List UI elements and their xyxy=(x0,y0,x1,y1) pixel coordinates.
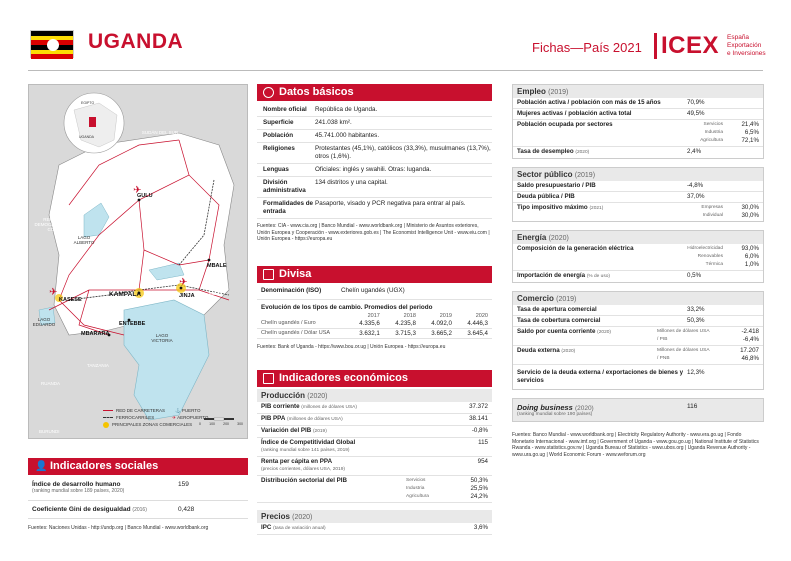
pib-ppa-label: PIB PPA xyxy=(261,415,286,422)
ocup-industria-label: Industria xyxy=(704,130,723,135)
indicadores-economicos-section xyxy=(257,370,492,503)
renovables-label: Renovables xyxy=(697,254,723,259)
saldo-pib-value: -6,4% xyxy=(742,336,759,343)
ipc-note: (tasa de variación anual) xyxy=(273,526,326,531)
comercio-row-servicio xyxy=(513,365,763,389)
empleo-section xyxy=(512,84,764,159)
dolar-2018: 3.715,3 xyxy=(395,330,416,337)
icex-sub-line-3: e Inversiones xyxy=(727,50,766,57)
idh-label: Índice de desarrollo humano xyxy=(32,481,121,488)
datos-basicos-title-bar xyxy=(257,84,492,101)
competitividad-value: 115 xyxy=(478,439,488,446)
empleo-row-ocupada xyxy=(513,120,763,147)
ocup-agricultura-value: 72,1% xyxy=(741,137,759,144)
division-value: 134 distritos y una capital. xyxy=(315,179,388,186)
servicio-deuda-value: 12,3% xyxy=(687,369,705,376)
energia-row-comp xyxy=(513,244,763,271)
datos-basicos-table xyxy=(257,101,492,219)
servicio-deuda-label: Servicio de la deuda externa / exportaciones de bienes y servicios xyxy=(517,369,684,384)
comercio-section xyxy=(512,291,764,390)
deuda-publica-value: 37,0% xyxy=(687,193,705,200)
datos-row-lenguas xyxy=(257,164,492,177)
map-label-mbarara: MBARARA xyxy=(81,331,110,337)
uganda-map xyxy=(28,84,248,439)
produccion-title: Producción xyxy=(261,391,306,400)
publico-row-deuda xyxy=(513,192,763,203)
distribucion-label: Distribución sectorial del PIB xyxy=(261,477,347,484)
renta-value: 954 xyxy=(477,458,488,465)
pib-agricultura-value: 24,2% xyxy=(470,493,488,500)
dolar-2017: 3.632,1 xyxy=(359,330,380,337)
distribucion-row xyxy=(257,476,492,503)
series-title: Fichas—País 2021 xyxy=(532,40,642,55)
map-label-uganda-inset: UGANDA xyxy=(79,135,94,139)
hidro-value: 93,0% xyxy=(741,245,759,252)
pib-ppa-row xyxy=(257,414,492,426)
empleo-row-mujeres xyxy=(513,109,763,120)
precios-subheader xyxy=(257,510,492,523)
map-label-sudan: SUDÁN DEL SUR xyxy=(141,130,179,135)
money-icon xyxy=(263,269,274,280)
deuda-publica-label: Deuda pública / PIB xyxy=(517,193,575,200)
denominacion-value: Chelín ugandés (UGX) xyxy=(341,287,405,294)
datos-row-superficie xyxy=(257,117,492,130)
mujeres-value: 49,5% xyxy=(687,110,705,117)
ocup-servicios-label: Servicios xyxy=(703,122,723,127)
religiones-label: Religiones xyxy=(263,145,295,152)
ocup-servicios-value: 21,4% xyxy=(741,121,759,128)
pib-industria-value: 25,5% xyxy=(470,485,488,492)
comercio-title: Comercio xyxy=(517,294,554,303)
datos-row-poblacion xyxy=(257,130,492,143)
precios-year: (2020) xyxy=(292,514,313,521)
pib-servicios-value: 50,3% xyxy=(470,477,488,484)
social-row-gini xyxy=(28,501,248,519)
icex-logo-bar xyxy=(654,33,657,59)
activa-label: Población activa / población con más de 15 años xyxy=(517,99,661,106)
publico-year: (2019) xyxy=(574,172,596,179)
importacion-note: (% de uso) xyxy=(586,274,611,279)
pib-corriente-note: (millones de dólares USA) xyxy=(301,405,357,410)
doing-business-year: (2020) xyxy=(574,405,594,412)
cobertura-label: Tasa de cobertura comercial xyxy=(517,317,601,324)
doing-business-value: 116 xyxy=(687,403,698,410)
divisa-title: Divisa xyxy=(279,268,312,280)
empleo-year: (2019) xyxy=(548,89,569,96)
lenguas-value: Oficiales: inglés y swahili. Otras: luganda. xyxy=(315,166,432,173)
hidro-label: Hidroelectricidad xyxy=(687,246,723,251)
empleo-row-activa xyxy=(513,98,763,109)
doing-business-section xyxy=(512,398,764,422)
sector-publico-section xyxy=(512,167,764,222)
datos-row-nombre xyxy=(257,104,492,117)
map-label-tanzania: TANZANIA xyxy=(87,363,109,368)
ocup-agricultura-label: Agricultura xyxy=(700,138,723,143)
ipc-label: IPC xyxy=(261,524,272,531)
social-indicators-section xyxy=(28,458,248,532)
year-2017: 2017 xyxy=(367,313,380,319)
pib-ppa-value: 38.141 xyxy=(469,415,488,422)
competitividad-note: (ranking mundial sobre 141 países, 2019) xyxy=(261,448,350,453)
dolar-label: Chelín ugandés / Dólar USA xyxy=(261,330,331,336)
map-label-lago-eduardo: LAGO EDUARDO xyxy=(32,317,56,327)
energia-year: (2020) xyxy=(548,235,569,242)
idh-value: 159 xyxy=(178,481,189,488)
energia-title: Energía xyxy=(517,233,547,242)
datos-row-religiones xyxy=(257,143,492,164)
doing-business-row xyxy=(517,403,759,417)
dolar-2019: 3.665,2 xyxy=(431,330,452,337)
energia-subheader xyxy=(513,231,763,244)
scale-100: 100 xyxy=(209,422,215,426)
map-label-lago-alberto: LAGO ALBERTO xyxy=(73,235,95,245)
lenguas-label: Lenguas xyxy=(263,166,289,173)
icex-sub-line-2: Exportación xyxy=(727,42,762,49)
euro-2017: 4.335,6 xyxy=(359,320,380,327)
tipo-empresas-value: 30,0% xyxy=(741,204,759,211)
header xyxy=(0,0,791,72)
empleo-row-desempleo xyxy=(513,147,763,158)
legend-ferrocarriles: FERROCARRILES ✈ AEROPUERTO xyxy=(103,414,208,421)
svg-text:✈: ✈ xyxy=(49,287,58,298)
pib-corriente-row xyxy=(257,402,492,414)
header-divider xyxy=(28,70,763,71)
saldo-presupuestario-label: Saldo presupuestario / PIB xyxy=(517,182,596,189)
renovables-value: 6,0% xyxy=(744,253,759,260)
precios-section xyxy=(257,510,492,535)
nombre-label: Nombre oficial xyxy=(263,106,307,113)
variacion-pib-row xyxy=(257,426,492,438)
saldo-presupuestario-value: -4,8% xyxy=(687,182,704,189)
ocupada-label: Población ocupada por sectores xyxy=(517,121,613,128)
importacion-value: 0,5% xyxy=(687,272,702,279)
divisa-euro-row xyxy=(257,319,492,329)
desempleo-label: Tasa de desempleo xyxy=(517,148,574,155)
ipc-row xyxy=(257,523,492,535)
bar-chart-icon xyxy=(263,373,274,384)
superficie-label: Superficie xyxy=(263,119,294,126)
map-label-kenia: KENIA xyxy=(209,291,223,296)
euro-2018: 4.235,8 xyxy=(395,320,416,327)
map-label-egipto: EGIPTO xyxy=(81,101,95,105)
tipo-label: Tipo impositivo máximo xyxy=(517,204,588,211)
map-label-kasese: KASESE xyxy=(59,297,82,303)
divisa-years-row xyxy=(257,311,492,319)
energia-section xyxy=(512,230,764,283)
comercio-row-apertura xyxy=(513,305,763,316)
tipo-empresas-label: Empresas xyxy=(701,205,723,210)
publico-row-tipo xyxy=(513,203,763,221)
produccion-subheader xyxy=(257,389,492,402)
map-label-entebbe: ENTEBBE xyxy=(119,321,146,327)
svg-text:✈: ✈ xyxy=(133,185,142,196)
publico-title: Sector público xyxy=(517,170,573,179)
empleo-title: Empleo xyxy=(517,87,546,96)
euro-2019: 4.092,0 xyxy=(431,320,452,327)
comercio-subheader xyxy=(513,292,763,305)
year-2018: 2018 xyxy=(403,313,416,319)
datos-row-formalidades xyxy=(257,198,492,219)
precios-title: Precios xyxy=(261,512,290,521)
desempleo-value: 2,4% xyxy=(687,148,702,155)
renta-row xyxy=(257,457,492,476)
divisa-dolar-row xyxy=(257,329,492,339)
scale-0: 0 xyxy=(199,422,201,426)
deuda-externa-label: Deuda externa xyxy=(517,347,560,354)
competitividad-row xyxy=(257,438,492,457)
pib-agricultura-label: Agricultura xyxy=(406,494,429,499)
deuda-pnb-label: / PNB xyxy=(657,356,670,361)
map-label-ruanda: RUANDA xyxy=(41,381,61,386)
uganda-flag xyxy=(30,30,74,58)
saldo-cc-label: Saldo por cuenta corriente xyxy=(517,328,596,335)
superficie-value: 241.038 km². xyxy=(315,119,352,126)
map-label-burundi: BURUNDI xyxy=(39,429,60,434)
publico-subheader xyxy=(513,168,763,181)
renta-label: Renta per cápita en PPA xyxy=(261,458,333,465)
map-legend xyxy=(103,407,208,428)
energia-row-import xyxy=(513,271,763,282)
pib-industria-label: Industria xyxy=(406,486,425,491)
apertura-value: 33,2% xyxy=(687,306,705,313)
scale-200: 200 xyxy=(223,422,229,426)
comercio-row-deuda xyxy=(513,346,763,365)
map-graphic xyxy=(29,85,248,439)
saldo-usd-label: Millones de dólares USA xyxy=(657,329,710,334)
year-2020: 2020 xyxy=(475,313,488,319)
pib-servicios-label: Servicios xyxy=(406,478,426,483)
poblacion-label: Población xyxy=(263,132,294,139)
country-title: UGANDA xyxy=(88,30,184,53)
legend-zonas: PRINCIPALES ZONAS COMERCIALES xyxy=(103,421,208,428)
tipo-individual-label: Individual xyxy=(702,213,723,218)
produccion-year: (2020) xyxy=(307,393,328,400)
comercio-row-cobertura xyxy=(513,316,763,327)
right-column-source: Fuentes: Banco Mundial - www.worldbank.org | Electricity Regulatory Authority - www.era.go.ug | Fondo Monetario Internacional - www.imf.org | Government of Uganda - www.gou.go.ug | National Institute of Statistics Rwanda - www.statistics.gov.rw | Uganda Bureau of Statistics - www.ubos.org | Uganda Revenue Authority - www.ura.go.ug | World Economic Forum - www.weforum.org xyxy=(512,432,759,458)
saldo-cc-note: (2020) xyxy=(597,330,612,335)
cobertura-value: 50,3% xyxy=(687,317,705,324)
formalidades-value: Pasaporte, visado y PCR negativa para entrar al país. xyxy=(315,200,466,207)
termica-label: Térmica xyxy=(705,262,723,267)
desempleo-note: (2020) xyxy=(575,150,590,155)
pib-ppa-note: (millones de dólares USA) xyxy=(287,417,343,422)
tipo-individual-value: 30,0% xyxy=(741,212,759,219)
publico-row-saldo xyxy=(513,181,763,192)
nombre-value: República de Uganda. xyxy=(315,106,378,113)
flag-emblem xyxy=(47,39,59,51)
year-2019: 2019 xyxy=(439,313,452,319)
euro-label: Chelín ugandés / Euro xyxy=(261,320,316,326)
empleo-subheader xyxy=(513,85,763,98)
svg-text:✈: ✈ xyxy=(179,277,188,288)
doing-business-note: (ranking mundial sobre 190 países) xyxy=(517,412,593,417)
icex-logo-subtitle xyxy=(727,34,766,58)
social-indicators-title: Indicadores sociales xyxy=(50,460,159,472)
deuda-usd-value: 17.207 xyxy=(740,347,759,354)
activa-value: 70,9% xyxy=(687,99,705,106)
ocup-industria-value: 6,5% xyxy=(744,129,759,136)
datos-basicos-section xyxy=(257,84,492,243)
variacion-pib-label: Variación del PIB xyxy=(261,427,312,434)
indeco-title: Indicadores económicos xyxy=(279,372,408,384)
person-icon: 👤 xyxy=(35,461,48,472)
map-label-kampala: KAMPALA xyxy=(109,291,142,298)
deuda-pnb-value: 46,8% xyxy=(741,355,759,362)
comercio-year: (2019) xyxy=(556,296,577,303)
saldo-usd-value: -2.418 xyxy=(741,328,759,335)
deuda-usd-label: Millones de dólares USA xyxy=(657,348,710,353)
divisa-source: Fuentes: Bank of Uganda - https://www.bou.or.ug | Unión Europea - https://europa.eu xyxy=(257,344,446,350)
map-label-rdc: REPÚBLICA DEMOCRÁTICA DEL CONGO xyxy=(34,217,78,232)
pib-corriente-label: PIB corriente xyxy=(261,403,300,410)
ipc-value: 3,6% xyxy=(473,524,488,531)
map-label-gulu: GULU xyxy=(137,193,153,199)
competitividad-label: Índice de Competitividad Global xyxy=(261,439,356,446)
flag-stripe-6 xyxy=(31,54,73,59)
social-indicators-title-bar xyxy=(28,458,248,475)
dolar-2020: 3.645,4 xyxy=(467,330,488,337)
idh-note: (ranking mundial sobre 189 países, 2020) xyxy=(32,488,125,494)
gini-note: (2016) xyxy=(132,507,147,513)
scale-300: 300 xyxy=(237,422,243,426)
doing-business-title: Doing business xyxy=(517,403,573,412)
datos-basicos-title: Datos básicos xyxy=(279,86,354,98)
pib-corriente-value: 37.372 xyxy=(469,403,488,410)
icex-logo: ICEX xyxy=(661,32,720,59)
map-label-mbale: MBALE xyxy=(207,263,227,269)
termica-value: 1,0% xyxy=(744,261,759,268)
datos-source: Fuentes: CIA - www.cia.org | Banco Mundial - www.worldbank.org | Ministerio de Asuntos exteriores, Unión Europea y Cooperación - www.exteriores.gob.es | The Economist Intelligence Unit - www.eiu.com | Unión Europea - https://europa.eu xyxy=(257,223,490,242)
scale-labels xyxy=(199,422,243,426)
social-row-idh xyxy=(28,475,248,501)
deuda-externa-note: (2020) xyxy=(561,349,576,354)
denominacion-label: Denominación (ISO) xyxy=(261,287,322,294)
importacion-label: Importación de energía xyxy=(517,272,586,279)
map-label-lago-victoria: LAGO VICTORIA xyxy=(151,333,173,343)
euro-2020: 4.446,3 xyxy=(467,320,488,327)
evolucion-label: Evolución de los tipos de cambio. Promedios del periodo xyxy=(261,304,433,311)
variacion-pib-note: (2019) xyxy=(312,429,327,434)
composicion-label: Composición de la generación eléctrica xyxy=(517,245,634,252)
variacion-pib-value: -0,8% xyxy=(471,427,488,434)
mujeres-label: Mujeres activas / población activa total xyxy=(517,110,632,117)
formalidades-label: Formalidades de entrada xyxy=(263,200,314,215)
map-label-jinja: JINJA xyxy=(179,293,195,299)
renta-note: (precios corrientes, dólares USA, 2019) xyxy=(261,467,345,472)
divisa-title-bar xyxy=(257,266,492,283)
saldo-pib-label: / PIB xyxy=(657,337,668,342)
apertura-label: Tasa de apertura comercial xyxy=(517,306,597,313)
gini-label: Coeficiente Gini de desigualdad xyxy=(32,506,131,513)
datos-row-division xyxy=(257,177,492,198)
legend-carreteras: RED DE CARRETERAS ⚓ PUERTO xyxy=(103,407,208,414)
division-label: División administrativa xyxy=(263,179,306,194)
religiones-value: Protestantes (45,1%), católicos (33,3%), musulmanes (13,7%), otros (1,6%). xyxy=(315,145,491,160)
divisa-section xyxy=(257,266,492,351)
gini-value: 0,428 xyxy=(178,506,195,513)
divisa-denominacion-row xyxy=(257,283,492,300)
right-column xyxy=(512,84,764,458)
poblacion-value: 45.741.000 habitantes. xyxy=(315,132,380,139)
tipo-note: (2021) xyxy=(589,206,604,211)
icex-sub-line-1: España xyxy=(727,34,750,41)
target-icon xyxy=(263,87,274,98)
indeco-title-bar xyxy=(257,370,492,387)
comercio-row-saldo xyxy=(513,327,763,346)
social-source: Fuentes: Naciones Unidas - http://undp.org | Banco Mundial - www.worldbank.org xyxy=(28,525,209,531)
